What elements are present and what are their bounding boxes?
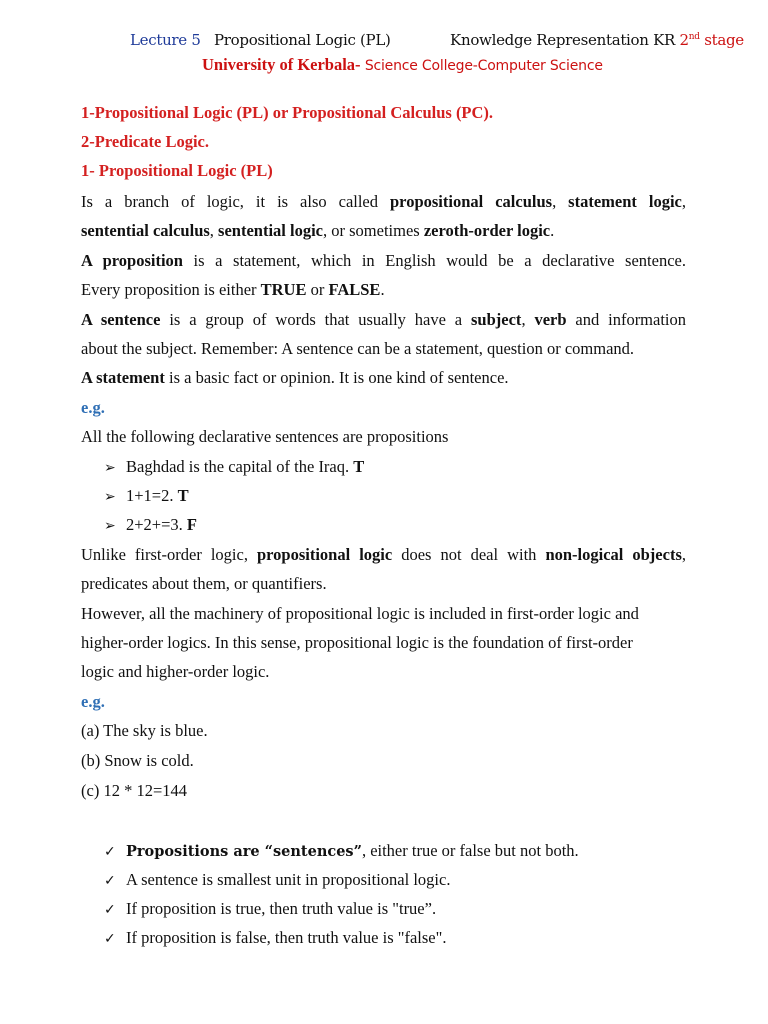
example-item: ➢ 1+1=2. T — [104, 486, 189, 505]
paragraph-sentence-line2: about the subject. Remember: A sentence can be a statement, question or command. — [81, 339, 635, 358]
paragraph-however-line2: higher-order logics. In this sense, propositional logic is the foundation of first-order — [81, 633, 633, 652]
checkmark-icon: ✓ — [104, 902, 116, 918]
checkmark-icon: ✓ — [104, 873, 116, 889]
checkmark-icon: ✓ — [104, 844, 116, 860]
example-label-2: e.g. — [81, 692, 105, 711]
arrow-bullet-icon: ➢ — [104, 489, 116, 505]
college-name: Science College-Computer Science — [360, 58, 603, 74]
toc-item-1: 1-Propositional Logic (PL) or Propositional Calculus (PC). — [81, 103, 494, 122]
paragraph-definition-line1: Is a branch of logic, it is also called propositional calculus, statement logic, — [81, 192, 686, 211]
paragraph-unlike-line2: predicates about them, or quantifiers. — [81, 574, 327, 593]
paragraph-however-line3: logic and higher-order logic. — [81, 662, 270, 681]
check-item: ✓ A sentence is smallest unit in propositional logic. — [104, 870, 451, 889]
paragraph-unlike-line1: Unlike first-order logic, propositional logic does not deal with non-logical objects, — [81, 545, 686, 564]
paragraph-however-line1: However, all the machinery of propositional logic is included in first-order logic and — [81, 604, 639, 623]
page-header — [130, 31, 744, 49]
university-name: University of Kerbala- — [202, 55, 361, 74]
check-item: ✓ If proposition is true, then truth value is "true”. — [104, 899, 437, 918]
paragraph-proposition-line2: Every proposition is either TRUE or FALSE. — [81, 280, 385, 299]
paragraph-proposition-line1: A proposition is a statement, which in English would be a declarative sentence. — [81, 251, 686, 270]
lecture-topic: Propositional Logic (PL) — [214, 31, 391, 49]
check-item: ✓ Propositions are “sentences”, either true or false but not both. — [104, 841, 579, 860]
simple-example-b: (b) Snow is cold. — [81, 751, 194, 770]
toc-item-2: 2-Predicate Logic. — [81, 132, 209, 151]
university-header — [202, 55, 603, 75]
examples-intro: All the following declarative sentences are propositions — [81, 427, 449, 446]
example-label-1: e.g. — [81, 398, 105, 417]
check-item: ✓ If proposition is false, then truth value is "false". — [104, 928, 447, 947]
stage-label: 2nd stage — [679, 31, 744, 49]
section-title: 1- Propositional Logic (PL) — [81, 161, 273, 180]
paragraph-sentence-line1: A sentence is a group of words that usually have a subject, verb and information — [81, 310, 687, 329]
paragraph-definition-line2: sentential calculus, sentential logic, or sometimes zeroth-order logic. — [81, 221, 555, 240]
paragraph-statement: A statement is a basic fact or opinion. It is one kind of sentence. — [81, 368, 509, 387]
example-item: ➢ Baghdad is the capital of the Iraq. T — [104, 457, 365, 476]
simple-example-a: (a) The sky is blue. — [81, 721, 208, 740]
arrow-bullet-icon: ➢ — [104, 518, 116, 534]
checkmark-icon: ✓ — [104, 931, 116, 947]
lecture-label: Lecture 5 — [130, 31, 201, 49]
simple-example-c: (c) 12 * 12=144 — [81, 781, 187, 800]
arrow-bullet-icon: ➢ — [104, 460, 116, 476]
example-item: ➢ 2+2+=3. F — [104, 515, 198, 534]
course-name: Knowledge Representation KR — [450, 31, 676, 49]
